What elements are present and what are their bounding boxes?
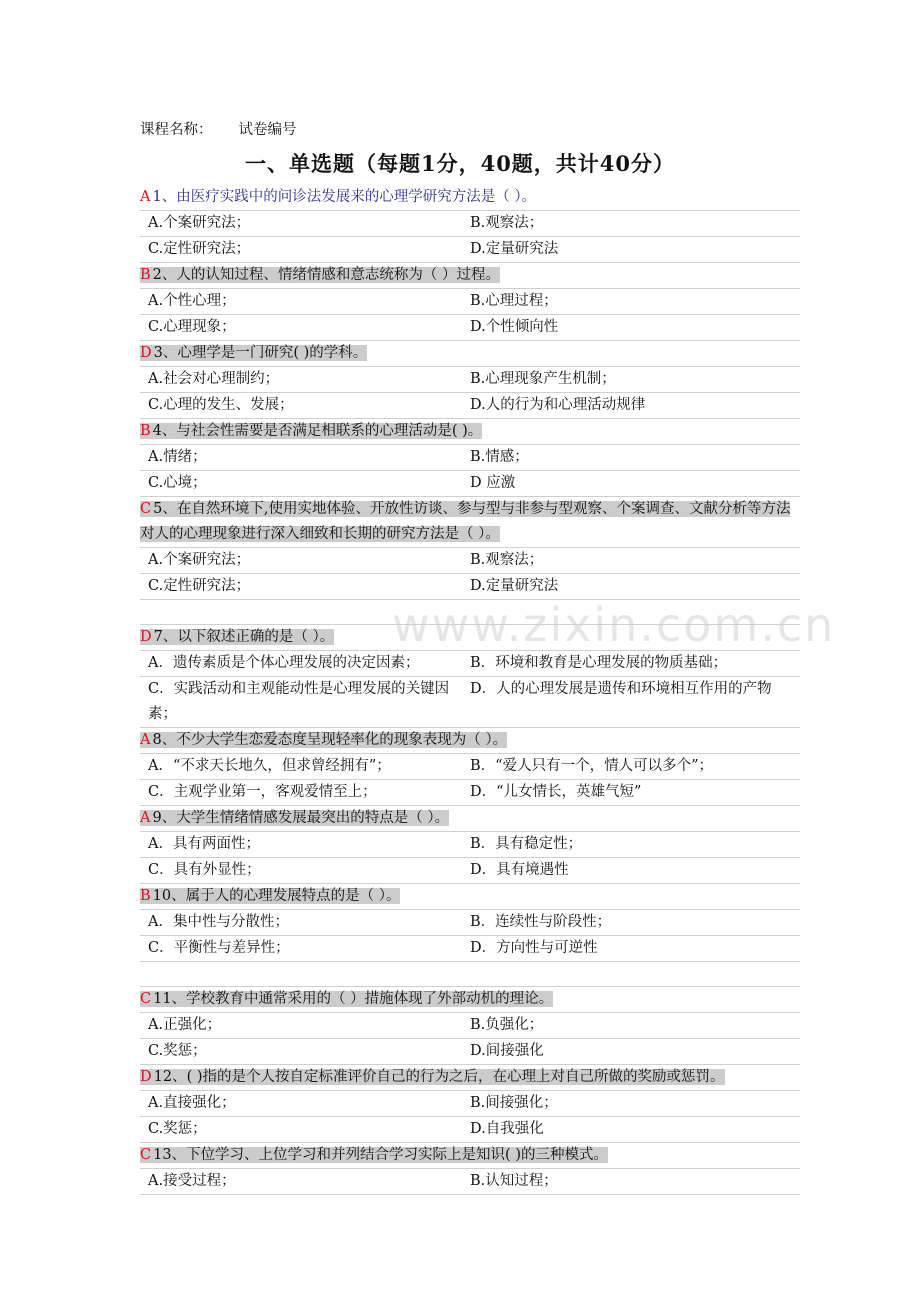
option-row (140, 289, 800, 315)
option-row (140, 1091, 800, 1117)
option-row (140, 574, 800, 600)
option-right: B.心理现象产生机制； (470, 371, 616, 387)
option-right: B．“爱人只有一个，情人可以多个”； (470, 758, 713, 774)
option-right: D.定量研究法 (470, 578, 559, 594)
option-left: A．具有两面性； (148, 836, 260, 852)
option-left: A.接受过程； (148, 1173, 236, 1189)
option-right: D.自我强化 (470, 1121, 544, 1137)
option-left: C.奖惩； (148, 1043, 207, 1059)
answer-key: D (140, 629, 152, 645)
answer-key: C (140, 1147, 152, 1163)
question-stem (140, 341, 800, 367)
option-left: A.个案研究法； (148, 552, 251, 568)
option-right: B.负强化； (470, 1017, 544, 1033)
option-left: A.个性心理； (148, 293, 236, 309)
question-stem (140, 185, 800, 211)
option-row (140, 445, 800, 471)
question-text-highlight (140, 810, 449, 826)
option-left: C.心境； (148, 475, 207, 491)
section-title: 一、单选题（每题1分，40题，共计40分） (244, 151, 676, 176)
option-row (140, 1039, 800, 1065)
option-row (140, 677, 800, 728)
question-stem (140, 987, 800, 1013)
option-row (140, 1117, 800, 1143)
question-stem (140, 419, 800, 445)
option-left: A.情绪； (148, 449, 207, 465)
answer-key: C (140, 991, 152, 1007)
option-row (140, 548, 800, 574)
watermark: www.zixin.com.cn (392, 598, 836, 652)
answer-key: B (140, 267, 151, 283)
option-right: B.观察法； (470, 552, 544, 568)
option-right: D.间接强化 (470, 1043, 544, 1059)
option-right: D 应激 (470, 475, 516, 491)
question-text-highlight (140, 888, 400, 904)
option-right: D．“儿女情长，英雄气短” (470, 784, 642, 800)
option-row (140, 367, 800, 393)
question-text-highlight (140, 732, 507, 748)
option-row (140, 651, 800, 677)
option-right: D．人的心理发展是遗传和环境相互作用的产物 (470, 681, 772, 697)
option-row (140, 211, 800, 237)
option-left: A．“不求天长地久，但求曾经拥有”； (148, 758, 391, 774)
option-row (140, 910, 800, 936)
option-row (140, 237, 800, 263)
paper-number-label: 试卷编号 (238, 122, 297, 138)
blank-row (140, 600, 800, 625)
option-right: B．连续性与阶段性； (470, 914, 612, 930)
question-stem (140, 1143, 800, 1169)
option-row (140, 858, 800, 884)
option-left: A.直接强化； (148, 1095, 236, 1111)
option-row (140, 780, 800, 806)
option-row (140, 471, 800, 497)
option-left: C．具有外显性； (148, 862, 261, 878)
question-stem (140, 806, 800, 832)
option-right: B.心理过程； (470, 293, 558, 309)
option-left: A.正强化； (148, 1017, 222, 1033)
option-right: B．具有稳定性； (470, 836, 583, 852)
option-left: A.个案研究法； (148, 215, 251, 231)
option-left: A．遗传素质是个体心理发展的决定因素； (148, 655, 420, 671)
answer-key: A (140, 189, 151, 205)
answer-key: B (140, 888, 151, 904)
question-text-highlight (140, 423, 482, 439)
question-text: 8、不少大学生恋爱态度呈现轻率化的现象表现为（ ）。 (152, 732, 508, 748)
option-row (140, 936, 800, 962)
question-text-highlight (140, 189, 536, 205)
question-text-highlight (140, 345, 367, 361)
answer-key: D (140, 345, 152, 361)
question-text: 10、属于人的心理发展特点的是（ ）。 (152, 888, 401, 904)
option-left: C.定性研究法； (148, 241, 251, 257)
question-text-highlight (140, 1147, 608, 1163)
option-right: B．环境和教育是心理发展的物质基础； (470, 655, 728, 671)
option-left: C．平衡性与差异性； (148, 940, 290, 956)
option-row (140, 832, 800, 858)
option-right: D．具有境遇性 (470, 862, 569, 878)
option-right: B.情感； (470, 449, 529, 465)
option-right: B.间接强化； (470, 1095, 558, 1111)
option-right: B.认知过程； (470, 1173, 558, 1189)
question-stem (140, 1065, 800, 1091)
course-header (140, 118, 323, 139)
answer-key: A (140, 810, 151, 826)
option-left: C.奖惩； (148, 1121, 207, 1137)
question-text: 13、下位学习、上位学习和并列结合学习实际上是知识( )的三种模式。 (153, 1147, 608, 1163)
answer-key: A (140, 732, 151, 748)
option-left: A．集中性与分散性； (148, 914, 289, 930)
option-left: C．主观学业第一，客观爱情至上； (148, 784, 377, 800)
question-text-highlight (140, 629, 334, 645)
question-stem (140, 728, 800, 754)
question-text: 2、人的认知过程、情绪情感和意志统称为（ ）过程。 (152, 267, 500, 283)
option-right: D.定量研究法 (470, 241, 559, 257)
question-text: 9、大学生情绪情感发展最突出的特点是（ ）。 (152, 810, 450, 826)
question-text: 4、与社会性需要是否满足相联系的心理活动是( )。 (152, 423, 483, 439)
question-text: 12、( )指的是个人按自定标准评价自己的行为之后，在心理上对自己所做的奖励或惩罚。 (153, 1069, 725, 1085)
question-stem (140, 884, 800, 910)
question-list (140, 185, 800, 1195)
option-right: D．方向性与可逆性 (470, 940, 598, 956)
question-text-highlight (140, 991, 553, 1007)
question-text-highlight (140, 267, 500, 283)
option-left: A.社会对心理制约； (148, 371, 280, 387)
answer-key: B (140, 423, 151, 439)
option-left: C.心理现象； (148, 319, 236, 335)
option-left: C．实践活动和主观能动性是心理发展的关键因素； (148, 681, 450, 722)
answer-key: D (140, 1069, 152, 1085)
option-row (140, 393, 800, 419)
option-right: D.个性倾向性 (470, 319, 559, 335)
question-text: 11、学校教育中通常采用的（ ）措施体现了外部动机的理论。 (153, 991, 554, 1007)
option-left: C.心理的发生、发展； (148, 397, 294, 413)
question-stem (140, 497, 800, 548)
option-right: D.人的行为和心理活动规律 (470, 397, 646, 413)
question-text: 7、以下叙述正确的是（ ）。 (153, 629, 335, 645)
question-text: 5、在自然环境下,使用实地体验、开放性访谈、参与型与非参与型观察、个案调查、文献分析等方法对人的心理现象进行深入细致和长期的研究方法是（ ）。 (140, 501, 791, 542)
option-row (140, 754, 800, 780)
question-stem (140, 263, 800, 289)
question-text-highlight (140, 501, 790, 542)
question-text: 1、由医疗实践中的问诊法发展来的心理学研究方法是（ ）。 (152, 189, 537, 205)
option-right: B.观察法； (470, 215, 544, 231)
answer-key: C (140, 501, 152, 517)
question-text-highlight (140, 1069, 725, 1085)
option-left: C.定性研究法； (148, 578, 251, 594)
question-stem (140, 625, 800, 651)
question-text: 3、心理学是一门研究( )的学科。 (153, 345, 368, 361)
course-name-label: 课程名称： (140, 122, 213, 138)
option-row (140, 1013, 800, 1039)
blank-row (140, 962, 800, 987)
option-row (140, 315, 800, 341)
option-row (140, 1169, 800, 1195)
